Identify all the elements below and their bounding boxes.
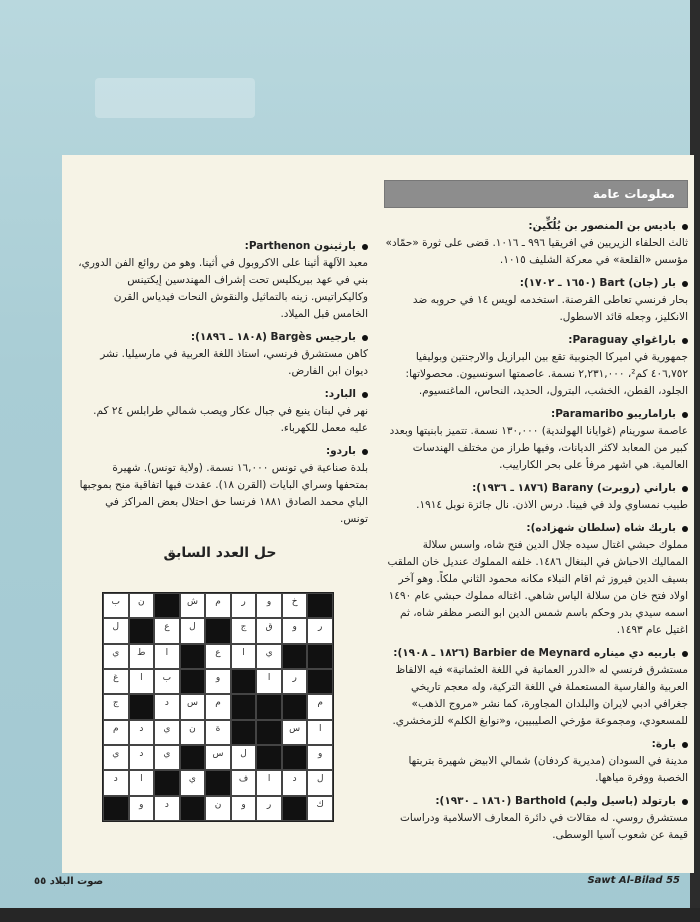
grid-cell: غ bbox=[103, 669, 129, 694]
grid-cell: ي bbox=[154, 720, 180, 745]
grid-cell: ا bbox=[154, 644, 180, 669]
entry-heading: باراغواي Paraguay: bbox=[384, 332, 688, 349]
grid-cell: ط bbox=[129, 644, 155, 669]
entry bbox=[384, 793, 688, 844]
grid-black-cell bbox=[103, 796, 129, 821]
entry-heading: باربك شاه (سلطان شهزاده): bbox=[384, 520, 688, 537]
entry-heading: بارتولد (باسيل وليم) Barthold (١٨٦٠ ـ ١٩٣٠): bbox=[384, 793, 688, 810]
grid-cell: ي bbox=[154, 745, 180, 770]
grid-cell: د bbox=[103, 770, 129, 795]
entry-body: ثالث الحلفاء الزيريين في افريقيا ٩٩٦ ـ ١٠١٦. قضى على ثورة «حمّاد» مؤسس «القلعة» في معركة الشليف ١٠١٥. bbox=[385, 237, 688, 266]
left-column bbox=[78, 238, 368, 534]
grid-cell: د bbox=[129, 720, 155, 745]
grid-cell: م bbox=[307, 694, 333, 719]
grid-cell: د bbox=[129, 745, 155, 770]
grid-cell: ي bbox=[256, 644, 282, 669]
grid-black-cell bbox=[180, 669, 206, 694]
grid-black-cell bbox=[129, 694, 155, 719]
grid-cell: و bbox=[307, 745, 333, 770]
grid-cell: ل bbox=[231, 745, 257, 770]
grid-cell: د bbox=[154, 694, 180, 719]
grid-cell: و bbox=[282, 618, 308, 643]
grid-black-cell bbox=[154, 770, 180, 795]
entry bbox=[384, 736, 688, 787]
entry bbox=[78, 443, 368, 528]
crossword-grid bbox=[102, 592, 334, 822]
grid-cell: م bbox=[205, 593, 231, 618]
grid-cell: ن bbox=[129, 593, 155, 618]
grid-cell: س bbox=[180, 694, 206, 719]
entry-body: نهر في لبنان ينبع في جبال عكار ويصب شمالي طرابلس ٢٤ كم. عليه معمل للكهرباء. bbox=[93, 405, 368, 434]
entry bbox=[384, 480, 688, 514]
entry-body: طبيب نمساوي ولد في فيينا. درس الاذن. نال جائزة نوبل ١٩١٤. bbox=[416, 499, 688, 511]
entry bbox=[384, 332, 688, 400]
entry-heading: باربيه دي ميناره Barbier de Meynard (١٨٢٦ ـ ١٩٠٨): bbox=[384, 645, 688, 662]
grid-cell: ن bbox=[205, 796, 231, 821]
entry-heading: بار (جان) Bart (١٦٥٠ ـ ١٧٠٢): bbox=[384, 275, 688, 292]
grid-cell: د bbox=[282, 770, 308, 795]
entry bbox=[78, 329, 368, 380]
grid-cell: م bbox=[103, 720, 129, 745]
grid-cell: ا bbox=[129, 669, 155, 694]
left-entries bbox=[78, 238, 368, 528]
grid-black-cell bbox=[180, 796, 206, 821]
grid-black-cell bbox=[180, 745, 206, 770]
grid-cell: ج bbox=[231, 618, 257, 643]
right-column bbox=[384, 180, 688, 850]
grid-black-cell bbox=[307, 593, 333, 618]
grid-cell: س bbox=[282, 720, 308, 745]
background-ghost-shape bbox=[95, 78, 255, 118]
entry bbox=[78, 386, 368, 437]
grid-black-cell bbox=[307, 669, 333, 694]
grid-black-cell bbox=[256, 720, 282, 745]
grid-black-cell bbox=[282, 796, 308, 821]
entry-heading: بارة: bbox=[384, 736, 688, 753]
grid-cell: م bbox=[205, 694, 231, 719]
entry-heading: باردو: bbox=[78, 443, 368, 460]
grid-black-cell bbox=[205, 618, 231, 643]
footer-page-latin: Sawt Al-Bilad 55 bbox=[587, 875, 680, 886]
right-entries bbox=[384, 218, 688, 844]
grid-cell: ب bbox=[154, 669, 180, 694]
grid-cell: ب bbox=[103, 593, 129, 618]
entry-body: مملوك حبشي اغتال سيده جلال الدين فتح شاه، واسس سلالة المماليك الاحباش في البنغال ١٤٨٦. خلفه المملوك عنديل خان الملقب بسيف الدين فيروز ثم اقام النبلاء مكانه محمود الثاني ملكاً. وهو آخر اولاد فتح خان من سلالة الياس شاهي. اغتاله مملوك حبشي عام ١٤٩٠ اسمه سيدي بدر وحكم باسم شمس الدين ابو النصر مظفر شاه، ثم اغتيل عام ١٤٩٣. bbox=[387, 539, 688, 636]
grid-black-cell bbox=[154, 593, 180, 618]
entry-body: مستشرق روسي. له مقالات في دائرة المعارف الاسلامية ودراسات قيمة عن شعوب آسيا الوسطى. bbox=[399, 812, 688, 841]
grid-black-cell bbox=[256, 694, 282, 719]
grid-cell: ر bbox=[282, 669, 308, 694]
grid-cell: ل bbox=[103, 618, 129, 643]
grid-cell: ر bbox=[231, 593, 257, 618]
entry-heading: باراماريبو Paramaribo: bbox=[384, 406, 688, 423]
entry-body: مدينة في السودان (مديرية كردفان) شمالي الابيض شهيرة بتربتها الخصبة ووفرة مياهها. bbox=[408, 755, 688, 784]
entry bbox=[384, 275, 688, 326]
grid-cell: ل bbox=[307, 770, 333, 795]
grid-black-cell bbox=[282, 745, 308, 770]
grid-cell: ة bbox=[205, 720, 231, 745]
grid-cell: ل bbox=[180, 618, 206, 643]
page-edge-bottom bbox=[0, 908, 700, 922]
grid-cell: ع bbox=[154, 618, 180, 643]
grid-cell: ا bbox=[256, 770, 282, 795]
entry-body: كاهن مستشرق فرنسي، استاذ اللغة العربية في مارسيليا. نشر ديوان ابن الفارض. bbox=[100, 348, 368, 377]
entry-heading: باراني (روبرت) Barany (١٨٧٦ ـ ١٩٣٦): bbox=[384, 480, 688, 497]
entry-heading: بارثينون Parthenon: bbox=[78, 238, 368, 255]
grid-cell: ي bbox=[103, 644, 129, 669]
grid-cell: ش bbox=[180, 593, 206, 618]
grid-black-cell bbox=[180, 644, 206, 669]
grid-black-cell bbox=[282, 694, 308, 719]
entry bbox=[384, 218, 688, 269]
entry bbox=[384, 645, 688, 730]
grid-cell: ج bbox=[103, 694, 129, 719]
grid-black-cell bbox=[129, 618, 155, 643]
grid-cell: خ bbox=[282, 593, 308, 618]
entry bbox=[384, 406, 688, 474]
grid-black-cell bbox=[205, 770, 231, 795]
grid-cell: د bbox=[154, 796, 180, 821]
entry bbox=[78, 238, 368, 323]
entry-body: جمهورية في اميركا الجنوبية تقع بين البرازيل والارجنتين وبوليفيا ٤٠٦,٧٥٢ كم²، ٢,٢٣١,٠٠٠ نسمة. عاصمتها اسونسيون. محصولاتها: الجلود، القطن، الخشب، البترول، الحديد، النحاس، الماغنسيوم. bbox=[405, 351, 688, 397]
grid-black-cell bbox=[231, 669, 257, 694]
entry-heading: البارد: bbox=[78, 386, 368, 403]
grid-cell: ر bbox=[307, 618, 333, 643]
grid-cell: ن bbox=[180, 720, 206, 745]
grid-cell: ق bbox=[256, 618, 282, 643]
grid-cell: ع bbox=[205, 644, 231, 669]
grid-black-cell bbox=[231, 720, 257, 745]
entry-body: معبد الآلهة أثينا على الاكروبول في أثينا. وهو من روائع الفن الدوري، بني في عهد بيريكليس تحت إشراف المهندسين إيكتينس وكاليكراتيس. زينه بالتماثيل والنقوش النحات فيدياس القرن الخامس قبل الميلاد. bbox=[78, 257, 368, 320]
grid-cell: ي bbox=[180, 770, 206, 795]
grid-black-cell bbox=[256, 745, 282, 770]
grid-cell: ا bbox=[307, 720, 333, 745]
grid-cell: ا bbox=[129, 770, 155, 795]
grid-cell: و bbox=[256, 593, 282, 618]
solution-title: حل العدد السابق bbox=[163, 545, 277, 561]
grid-cell: و bbox=[129, 796, 155, 821]
entry-body: بحار فرنسي تعاطى القرصنة. استخدمه لويس ١٤ في حروبه ضد الانكليز، وجعله قائد الاسطول. bbox=[412, 294, 688, 323]
grid-cell: س bbox=[205, 745, 231, 770]
grid-cell: ك bbox=[307, 796, 333, 821]
entry-body: بلدة صناعية في تونس ١٦,٠٠٠ نسمة. (ولاية تونس). شهيرة بمتحفها وسراي البايات (القرن ١٨). عقدت فيها اتفاقية منح بموجبها الباي محمد الصادق ١٨٨١ فرنسا حق احتلال بعض المراكز في تونس. bbox=[79, 462, 368, 525]
section-title: معلومات عامة bbox=[384, 180, 688, 208]
grid-cell: ر bbox=[256, 796, 282, 821]
grid-black-cell bbox=[307, 644, 333, 669]
entry-heading: باديس بن المنصور بن بُلُكِّين: bbox=[384, 218, 688, 235]
grid-cell: ا bbox=[256, 669, 282, 694]
grid-cell: و bbox=[231, 796, 257, 821]
grid-cell: ي bbox=[103, 745, 129, 770]
grid-cell: و bbox=[205, 669, 231, 694]
grid-cell: ف bbox=[231, 770, 257, 795]
entry-body: عاصمة سورينام (غوايانا الهولندية) ١٣٠,٠٠٠ نسمة. تتميز بابنيتها وبعدد كبير من المعابد لاكثر الديانات، وفيها طراز من مختلف الهندسات العالمية. هي اشهر مرفأ على بحر الكاراييب. bbox=[389, 425, 688, 471]
entry bbox=[384, 520, 688, 639]
grid-black-cell bbox=[282, 644, 308, 669]
entry-body: مستشرق فرنسي له «الدرر العمانية في اللغة العثمانية» فيه الالفاظ العربية والفارسية المستعملة في اللغة التركية، وله معجم تاريخي جغرافي ادبي لايران والبلدان المجاورة، كما نشر «مروج الذهب» للمسعودي، ومجموعة مؤرخي الصليبيين، و«نوابغ الكلم» للزمخشري. bbox=[392, 664, 688, 727]
grid-cell: ا bbox=[231, 644, 257, 669]
entry-heading: بارجيس Bargès (١٨٠٨ ـ ١٨٩٦): bbox=[78, 329, 368, 346]
footer-page-arabic: صوت البلاد ٥٥ bbox=[34, 876, 104, 887]
grid-black-cell bbox=[231, 694, 257, 719]
